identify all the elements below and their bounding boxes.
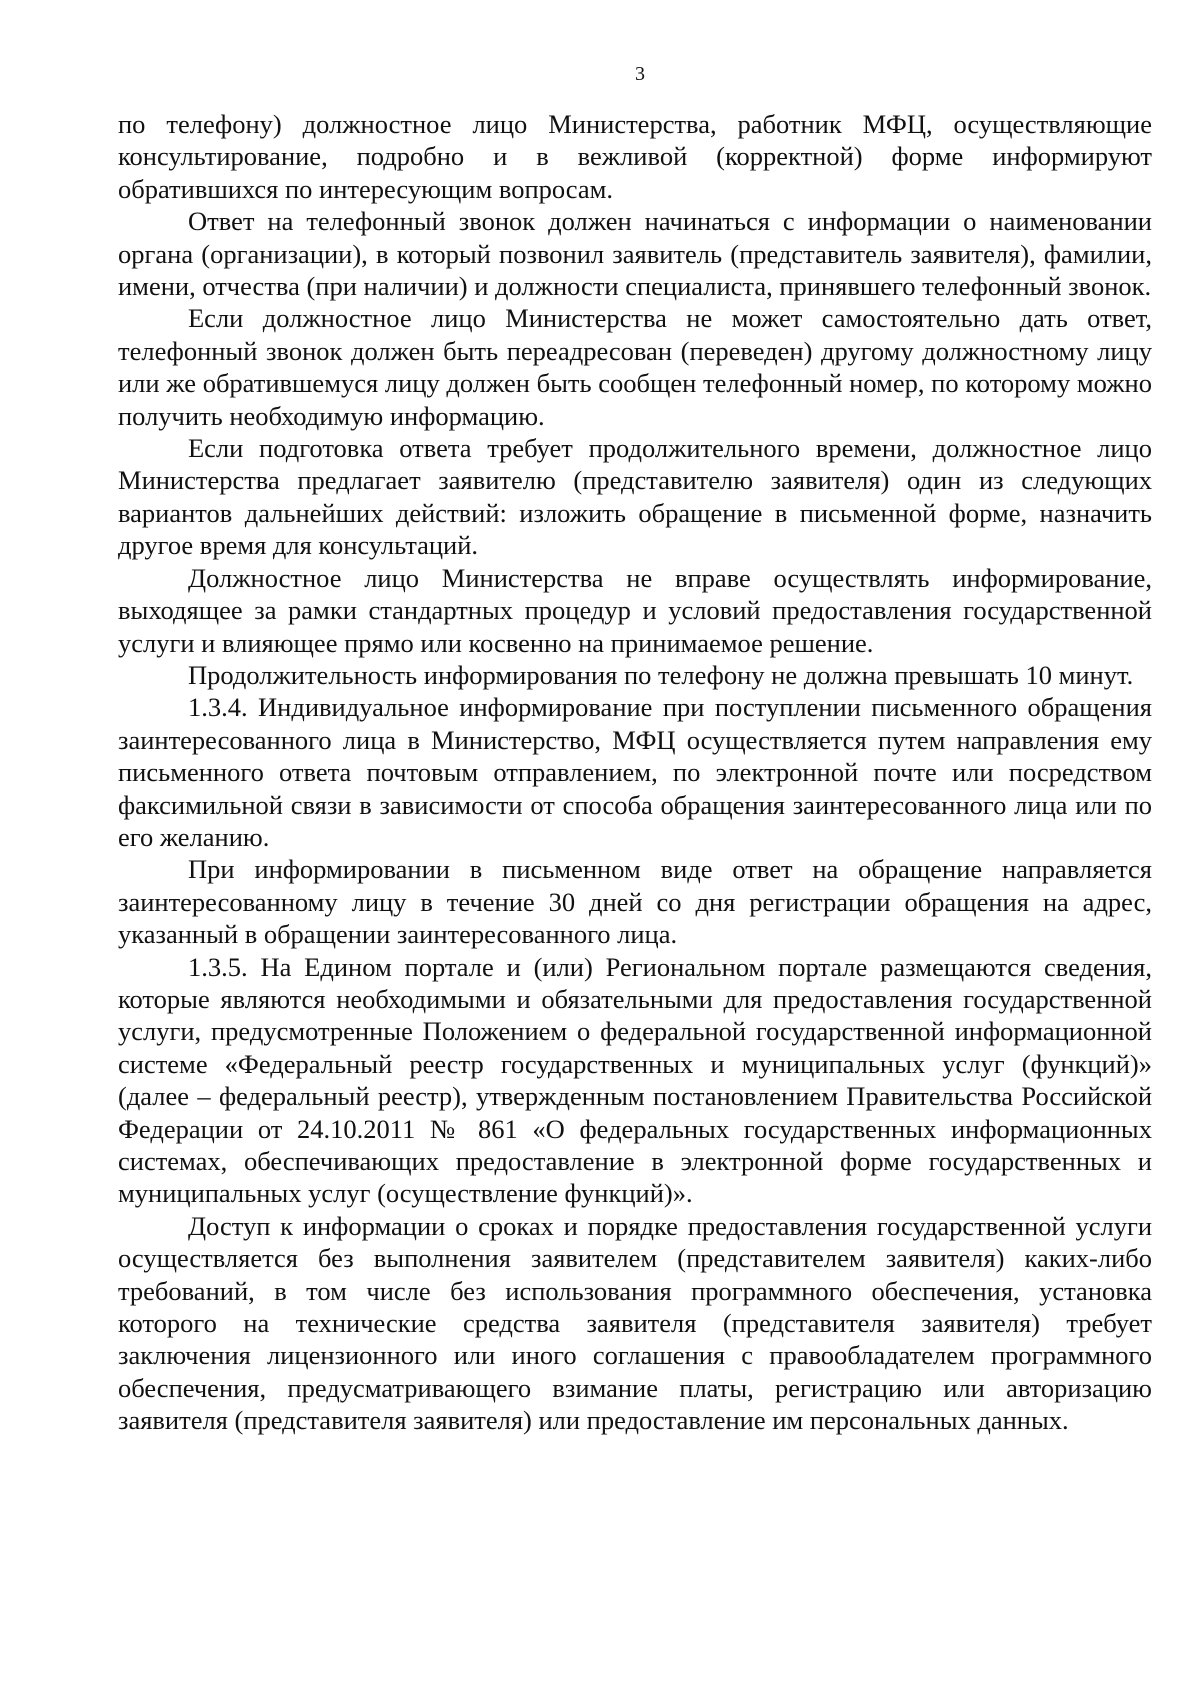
- paragraph: Должностное лицо Министерства не вправе осуществлять информирование, выходящее за рамки стандартных процедур и условий предоставления государственной услуги и влияющее прямо или косвенно на принимаемое решение.: [118, 562, 1152, 658]
- paragraph: Ответ на телефонный звонок должен начинаться с информации о наименовании органа (организации), в который позвонил заявитель (представитель заявителя), фамилии, имени, отчества (при наличии) и должности специалиста, принявшего телефонный звонок.: [118, 206, 1152, 302]
- paragraph: Если должностное лицо Министерства не может самостоятельно дать ответ, телефонный звонок должен быть переадресован (переведен) другому должностному лицу или же обратившемуся лицу должен быть сообщен телефонный номер, по которому можно получить необходимую информацию.: [118, 303, 1152, 431]
- paragraph: Продолжительность информирования по телефону не должна превышать 10 минут.: [188, 659, 1134, 690]
- page-number: 3: [635, 63, 645, 85]
- paragraph-section-1-3-4: 1.3.4. Индивидуальное информирование при поступлении письменного обращения заинтересованного лица в Министерство, МФЦ осуществляется путем направления ему письменного ответа почтовым отправлением, по электронной почте или посредством факсимильной связи в зависимости от способа обращения заинтересованного лица или по его желанию.: [118, 692, 1152, 852]
- paragraph: При информировании в письменном виде ответ на обращение направляется заинтересованному лицу в течение 30 дней со дня регистрации обращения на адрес, указанный в обращении заинтересованного лица.: [118, 854, 1152, 950]
- document-body: [118, 108, 1152, 1437]
- paragraph: Если подготовка ответа требует продолжительного времени, должностное лицо Министерства предлагает заявителю (представителю заявителя) один из следующих вариантов дальнейших действий: изложить обращение в письменной форме, назначить другое время для консультаций.: [118, 433, 1152, 561]
- paragraph: по телефону) должностное лицо Министерства, работник МФЦ, осуществляющие консультирование, подробно и в вежливой (корректной) форме информируют обратившихся по интересующим вопросам.: [118, 109, 1152, 204]
- paragraph: Доступ к информации о сроках и порядке предоставления государственной услуги осуществляется без выполнения заявителем (представителем заявителя) каких-либо требований, в том числе без использования программного обеспечения, установка которого на технические средства заявителя (представителя заявителя) требует заключения лицензионного или иного соглашения с правообладателем программного обеспечения, предусматривающего взимание платы, регистрацию или авторизацию заявителя (представителя заявителя) или предоставление им персональных данных.: [118, 1210, 1152, 1436]
- paragraph-section-1-3-5: 1.3.5. На Едином портале и (или) Региональном портале размещаются сведения, которые являются необходимыми и обязательными для предоставления государственной услуги, предусмотренные Положением о федеральной государственной информационной системе «Федеральный реестр государственных и муниципальных услуг (функций)» (далее – федеральный реестр), утвержденным постановлением Правительства Российской Федерации от 24.10.2011 № 861 «О федеральных государственных информационных системах, обеспечивающих предоставление в электронной форме государственных и муниципальных услуг (осуществление функций)».: [118, 951, 1152, 1209]
